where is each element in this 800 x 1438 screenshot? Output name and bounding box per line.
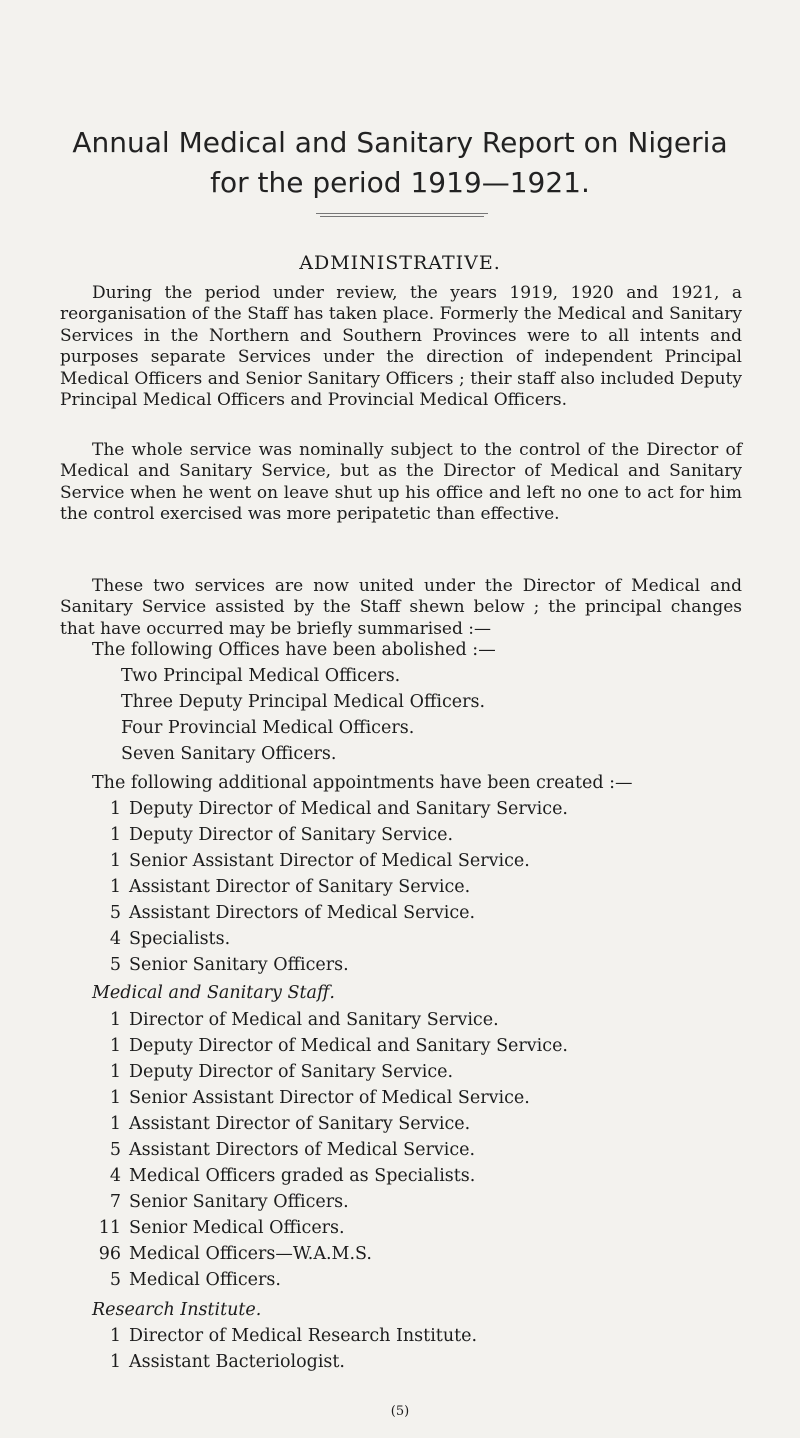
page-number: (5)	[390, 1404, 410, 1419]
item-count: 1	[109, 1114, 121, 1134]
item-text: Assistant Directors of Medical Service.	[129, 903, 476, 923]
item-text: Assistant Bacteriologist.	[129, 1352, 345, 1372]
item-text: Assistant Director of Sanitary Service.	[129, 877, 471, 897]
list-item	[97, 1352, 345, 1372]
item-count: 1	[109, 1010, 121, 1030]
list-item	[97, 1192, 349, 1212]
paragraph: The whole service was nominally subject to the control of the Director of Medical and Sanitary Service, but as the Director of Medical and Sanitary Service when he went on leave shut up his office and left no one to act for him the control exercised was more peripatetic than effective.	[60, 440, 742, 525]
item-text: Medical Officers graded as Specialists.	[129, 1166, 476, 1186]
list-item	[97, 1218, 345, 1238]
section-heading: ADMINISTRATIVE.	[299, 252, 501, 274]
list-item	[97, 1244, 372, 1264]
staff-heading: Medical and Sanitary Staff.	[92, 983, 335, 1003]
item-text: Director of Medical and Sanitary Service.	[129, 1010, 499, 1030]
report-title: Annual Medical and Sanitary Report on Nigeria	[72, 126, 728, 159]
paragraph: During the period under review, the years 1919, 1920 and 1921, a reorganisation of the Staff has taken place. Formerly the Medical and Sanitary Services in the Northern and Southern Provinces were to all intents and purposes separate Services under the direction of independent Principal Medical Officers and Senior Sanitary Officers ; their staff also included Deputy Principal Medical Officers and Provincial Medical Officers.	[60, 283, 742, 411]
item-count: 1	[109, 1088, 121, 1108]
item-count: 1	[109, 1326, 121, 1346]
list-item	[97, 1062, 453, 1082]
list-item	[97, 851, 530, 871]
title-rule	[316, 213, 488, 214]
item-count: 96	[98, 1244, 121, 1264]
item-text: Assistant Directors of Medical Service.	[129, 1140, 476, 1160]
list-item	[97, 955, 349, 975]
item-count: 1	[109, 825, 121, 845]
item-text: Assistant Director of Sanitary Service.	[129, 1114, 471, 1134]
item-text: Senior Assistant Director of Medical Service.	[129, 851, 530, 871]
list-item: Two Principal Medical Officers.	[121, 666, 401, 686]
list-item	[97, 1036, 568, 1056]
item-count: 1	[109, 1352, 121, 1372]
item-count: 4	[109, 1166, 121, 1186]
item-text: Senior Sanitary Officers.	[129, 1192, 349, 1212]
list-item: Seven Sanitary Officers.	[121, 744, 337, 764]
item-count: 5	[109, 903, 121, 923]
item-text: Deputy Director of Sanitary Service.	[129, 825, 454, 845]
report-period: for the period 1919—1921.	[210, 166, 590, 199]
list-item: Three Deputy Principal Medical Officers.	[121, 692, 486, 712]
item-text: Deputy Director of Sanitary Service.	[129, 1062, 454, 1082]
list-item	[97, 1088, 530, 1108]
abolished-intro: The following Offices have been abolished :—	[92, 640, 496, 660]
list-item	[97, 1326, 477, 1346]
item-text: Senior Sanitary Officers.	[129, 955, 349, 975]
research-heading: Research Institute.	[92, 1300, 262, 1320]
item-text: Deputy Director of Medical and Sanitary Service.	[129, 799, 568, 819]
list-item	[97, 825, 453, 845]
item-text: Medical Officers.	[129, 1270, 281, 1290]
item-text: Director of Medical Research Institute.	[129, 1326, 478, 1346]
list-item	[97, 1140, 475, 1160]
item-count: 4	[109, 929, 121, 949]
title-rule	[320, 216, 484, 217]
item-count: 5	[109, 1140, 121, 1160]
item-text: Medical Officers—W.A.M.S.	[129, 1244, 372, 1264]
item-count: 7	[109, 1192, 121, 1212]
item-count: 5	[109, 1270, 121, 1290]
list-item	[97, 1114, 470, 1134]
item-count: 1	[109, 877, 121, 897]
item-text: Senior Assistant Director of Medical Service.	[129, 1088, 530, 1108]
created-intro: The following additional appointments have been created :—	[92, 773, 633, 793]
list-item	[97, 799, 568, 819]
list-item	[97, 1010, 499, 1030]
paragraph: These two services are now united under the Director of Medical and Sanitary Service assisted by the Staff shewn below ; the principal changes that have occurred may be briefly summarised :—	[60, 576, 742, 639]
list-item	[97, 877, 470, 897]
list-item	[97, 1166, 475, 1186]
item-count: 5	[109, 955, 121, 975]
item-text: Senior Medical Officers.	[129, 1218, 345, 1238]
item-text: Deputy Director of Medical and Sanitary Service.	[129, 1036, 568, 1056]
list-item	[97, 929, 230, 949]
item-count: 1	[109, 1036, 121, 1056]
list-item	[97, 1270, 281, 1290]
item-count: 1	[109, 851, 121, 871]
list-item	[97, 903, 475, 923]
item-count: 11	[98, 1218, 121, 1238]
list-item: Four Provincial Medical Officers.	[121, 718, 415, 738]
item-text: Specialists.	[129, 929, 231, 949]
item-count: 1	[109, 1062, 121, 1082]
item-count: 1	[109, 799, 121, 819]
